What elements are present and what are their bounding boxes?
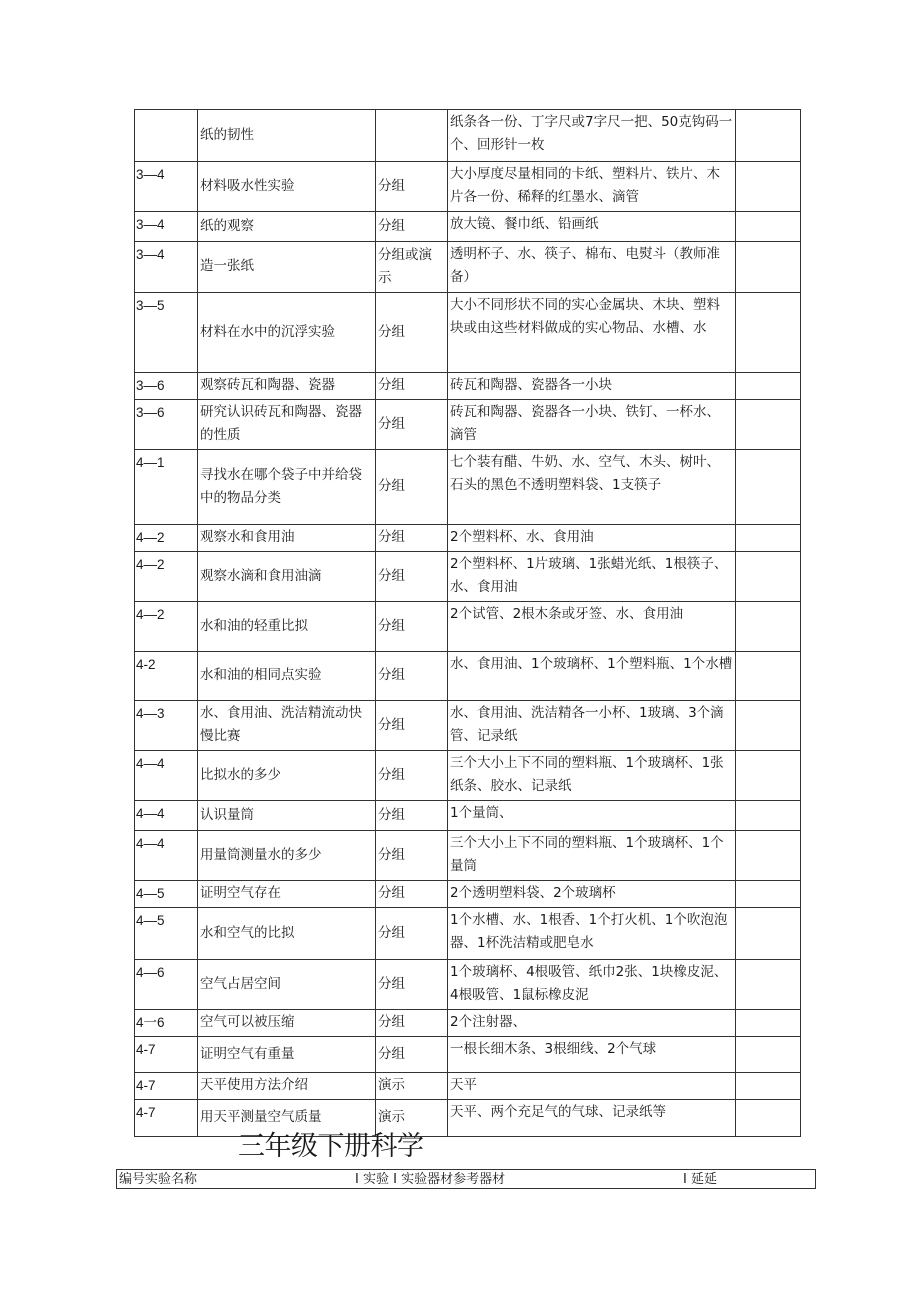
cell-experiment-name: 水和油的轻重比拟 [198,602,376,652]
cell-extension [736,212,801,242]
cell-experiment-type: 分组 [376,525,448,552]
cell-extension [736,751,801,801]
cell-materials: 2个透明塑料袋、2个玻璃杯 [448,881,736,908]
cell-number: 3—4 [135,162,198,212]
cell-experiment-type: 分组 [376,1010,448,1037]
cell-materials: 2个注射器、 [448,1010,736,1037]
cell-extension [736,1100,801,1137]
cell-experiment-name: 造一张纸 [198,242,376,293]
table-row [135,525,801,552]
table-row [135,881,801,908]
cell-experiment-type: 分组 [376,450,448,525]
cell-experiment-type: 分组 [376,831,448,881]
table-row [135,373,801,400]
table-row [135,1100,801,1137]
experiment-table-body [135,110,801,1137]
cell-experiment-type: 分组 [376,652,448,701]
cell-materials: 水、食用油、洗洁精各一小杯、1玻璃、3个滴管、记录纸 [448,701,736,751]
cell-number: 3—4 [135,212,198,242]
table-row [135,908,801,960]
cell-number: 4-2 [135,652,198,701]
cell-materials: 2个试管、2根木条或牙签、水、食用油 [448,602,736,652]
cell-number: 4—2 [135,525,198,552]
cell-materials: 三个大小上下不同的塑料瓶、1个玻璃杯、1张纸条、胶水、记录纸 [448,751,736,801]
cell-extension [736,801,801,831]
cell-experiment-type: 分组 [376,960,448,1010]
cell-experiment-name: 研究认识砖瓦和陶器、瓷器的性质 [198,400,376,450]
cell-experiment-type: 分组 [376,801,448,831]
cell-number: 4—5 [135,881,198,908]
cell-experiment-type: 分组 [376,751,448,801]
cell-extension [736,373,801,400]
cell-experiment-name: 材料在水中的沉浮实验 [198,293,376,373]
cell-number: 3—5 [135,293,198,373]
cell-experiment-name: 证明空气存在 [198,881,376,908]
cell-materials: 1个水槽、水、1根香、1个打火机、1个吹泡泡器、1杯洗洁精或肥皂水 [448,908,736,960]
cell-experiment-type: 分组 [376,908,448,960]
cell-extension [736,652,801,701]
table-row [135,602,801,652]
table-row [135,801,801,831]
cell-experiment-type: 分组 [376,552,448,602]
header-col-extension: I 延延 [683,1172,717,1187]
cell-experiment-type: 分组 [376,373,448,400]
cell-experiment-type: 分组 [376,212,448,242]
cell-materials: 砖瓦和陶器、瓷器各一小块 [448,373,736,400]
cell-experiment-type: 分组或演示 [376,242,448,293]
cell-experiment-name: 水和油的相同点实验 [198,652,376,701]
cell-number: 4—2 [135,602,198,652]
cell-experiment-type [376,110,448,162]
cell-extension [736,701,801,751]
header-col-type-materials: I 实验 I 实验器材参考器材 [355,1172,506,1187]
cell-extension [736,881,801,908]
cell-experiment-name: 天平使用方法介绍 [198,1073,376,1100]
cell-number: 4-7 [135,1037,198,1073]
cell-experiment-name: 观察水滴和食用油滴 [198,552,376,602]
cell-number: 3—6 [135,373,198,400]
table-row [135,110,801,162]
cell-number: 4-7 [135,1100,198,1137]
cell-experiment-name: 证明空气有重量 [198,1037,376,1073]
cell-experiment-name: 纸的观察 [198,212,376,242]
cell-materials: 七个装有醋、牛奶、水、空气、木头、树叶、石头的黑色不透明塑料袋、1支筷子 [448,450,736,525]
cell-materials: 一根长细木条、3根细线、2个气球 [448,1037,736,1073]
cell-materials: 砖瓦和陶器、瓷器各一小块、铁钉、一杯水、滴管 [448,400,736,450]
cell-experiment-name: 用量筒测量水的多少 [198,831,376,881]
cell-number: 4—4 [135,751,198,801]
cell-materials: 天平 [448,1073,736,1100]
cell-experiment-name: 观察砖瓦和陶器、瓷器 [198,373,376,400]
cell-extension [736,110,801,162]
cell-number: 4一6 [135,1010,198,1037]
cell-number: 4—2 [135,552,198,602]
cell-extension [736,1073,801,1100]
cell-experiment-name: 观察水和食用油 [198,525,376,552]
cell-extension [736,450,801,525]
cell-extension [736,1010,801,1037]
cell-materials: 大小厚度尽量相同的卡纸、塑料片、铁片、木片各一份、稀释的红墨水、滴管 [448,162,736,212]
cell-experiment-name: 寻找水在哪个袋子中并给袋中的物品分类 [198,450,376,525]
cell-materials: 2个塑料杯、1片玻璃、1张蜡光纸、1根筷子、水、食用油 [448,552,736,602]
cell-experiment-name: 材料吸水性实验 [198,162,376,212]
cell-experiment-type: 分组 [376,400,448,450]
cell-extension [736,293,801,373]
cell-experiment-type: 演示 [376,1100,448,1137]
cell-materials: 2个塑料杯、水、食用油 [448,525,736,552]
cell-extension [736,1037,801,1073]
cell-number [135,110,198,162]
cell-experiment-name: 认识量筒 [198,801,376,831]
cell-number: 3—6 [135,400,198,450]
cell-experiment-name: 纸的韧性 [198,110,376,162]
table-row [135,162,801,212]
cell-experiment-name: 水、食用油、洗洁精流动快慢比赛 [198,701,376,751]
cell-extension [736,831,801,881]
cell-experiment-name: 用天平测量空气质量 [198,1100,376,1137]
table-row [135,831,801,881]
cell-extension [736,525,801,552]
section-title: 三年级下册科学 [238,1131,424,1162]
cell-number: 4—4 [135,831,198,881]
table-row [135,960,801,1010]
cell-materials: 水、食用油、1个玻璃杯、1个塑料瓶、1个水槽 [448,652,736,701]
cell-number: 4-7 [135,1073,198,1100]
cell-materials: 三个大小上下不同的塑料瓶、1个玻璃杯、1个量筒 [448,831,736,881]
table-row [135,1010,801,1037]
cell-experiment-type: 分组 [376,602,448,652]
cell-number: 4—3 [135,701,198,751]
cell-experiment-name: 水和空气的比拟 [198,908,376,960]
table-row [135,552,801,602]
cell-extension [736,960,801,1010]
cell-experiment-name: 空气可以被压缩 [198,1010,376,1037]
table-row [135,293,801,373]
table-row [135,450,801,525]
cell-materials: 1个玻璃杯、4根吸管、纸巾2张、1块橡皮泥、4根吸管、1鼠标橡皮泥 [448,960,736,1010]
header-col-number-name: 编号实验名称 [119,1172,198,1187]
table-row [135,212,801,242]
cell-number: 3—4 [135,242,198,293]
cell-extension [736,162,801,212]
table-row [135,1037,801,1073]
cell-experiment-type: 分组 [376,293,448,373]
cell-experiment-type: 分组 [376,701,448,751]
cell-extension [736,908,801,960]
cell-materials: 1个量筒、 [448,801,736,831]
cell-experiment-type: 分组 [376,881,448,908]
cell-number: 4—6 [135,960,198,1010]
table-row [135,242,801,293]
cell-experiment-name: 空气占居空间 [198,960,376,1010]
cell-experiment-name: 比拟水的多少 [198,751,376,801]
cell-materials: 纸条各一份、丁字尺或7字尺一把、50克钩码一个、回形针一枚 [448,110,736,162]
cell-experiment-type: 分组 [376,1037,448,1073]
cell-number: 4—1 [135,450,198,525]
cell-extension [736,400,801,450]
cell-experiment-type: 演示 [376,1073,448,1100]
cell-extension [736,552,801,602]
table-row [135,751,801,801]
cell-experiment-type: 分组 [376,162,448,212]
cell-materials: 大小不同形状不同的实心金属块、木块、塑料块或由这些材料做成的实心物品、水槽、水 [448,293,736,373]
cell-materials: 天平、两个充足气的气球、记录纸等 [448,1100,736,1137]
cell-number: 4—4 [135,801,198,831]
experiment-table [134,109,801,1137]
cell-number: 4—5 [135,908,198,960]
table-row [135,652,801,701]
next-table-header [116,1169,816,1189]
table-row [135,400,801,450]
cell-materials: 放大镜、餐巾纸、铅画纸 [448,212,736,242]
cell-materials: 透明杯子、水、筷子、棉布、电熨斗（教师准备） [448,242,736,293]
cell-extension [736,242,801,293]
table-row [135,1073,801,1100]
cell-extension [736,602,801,652]
table-row [135,701,801,751]
